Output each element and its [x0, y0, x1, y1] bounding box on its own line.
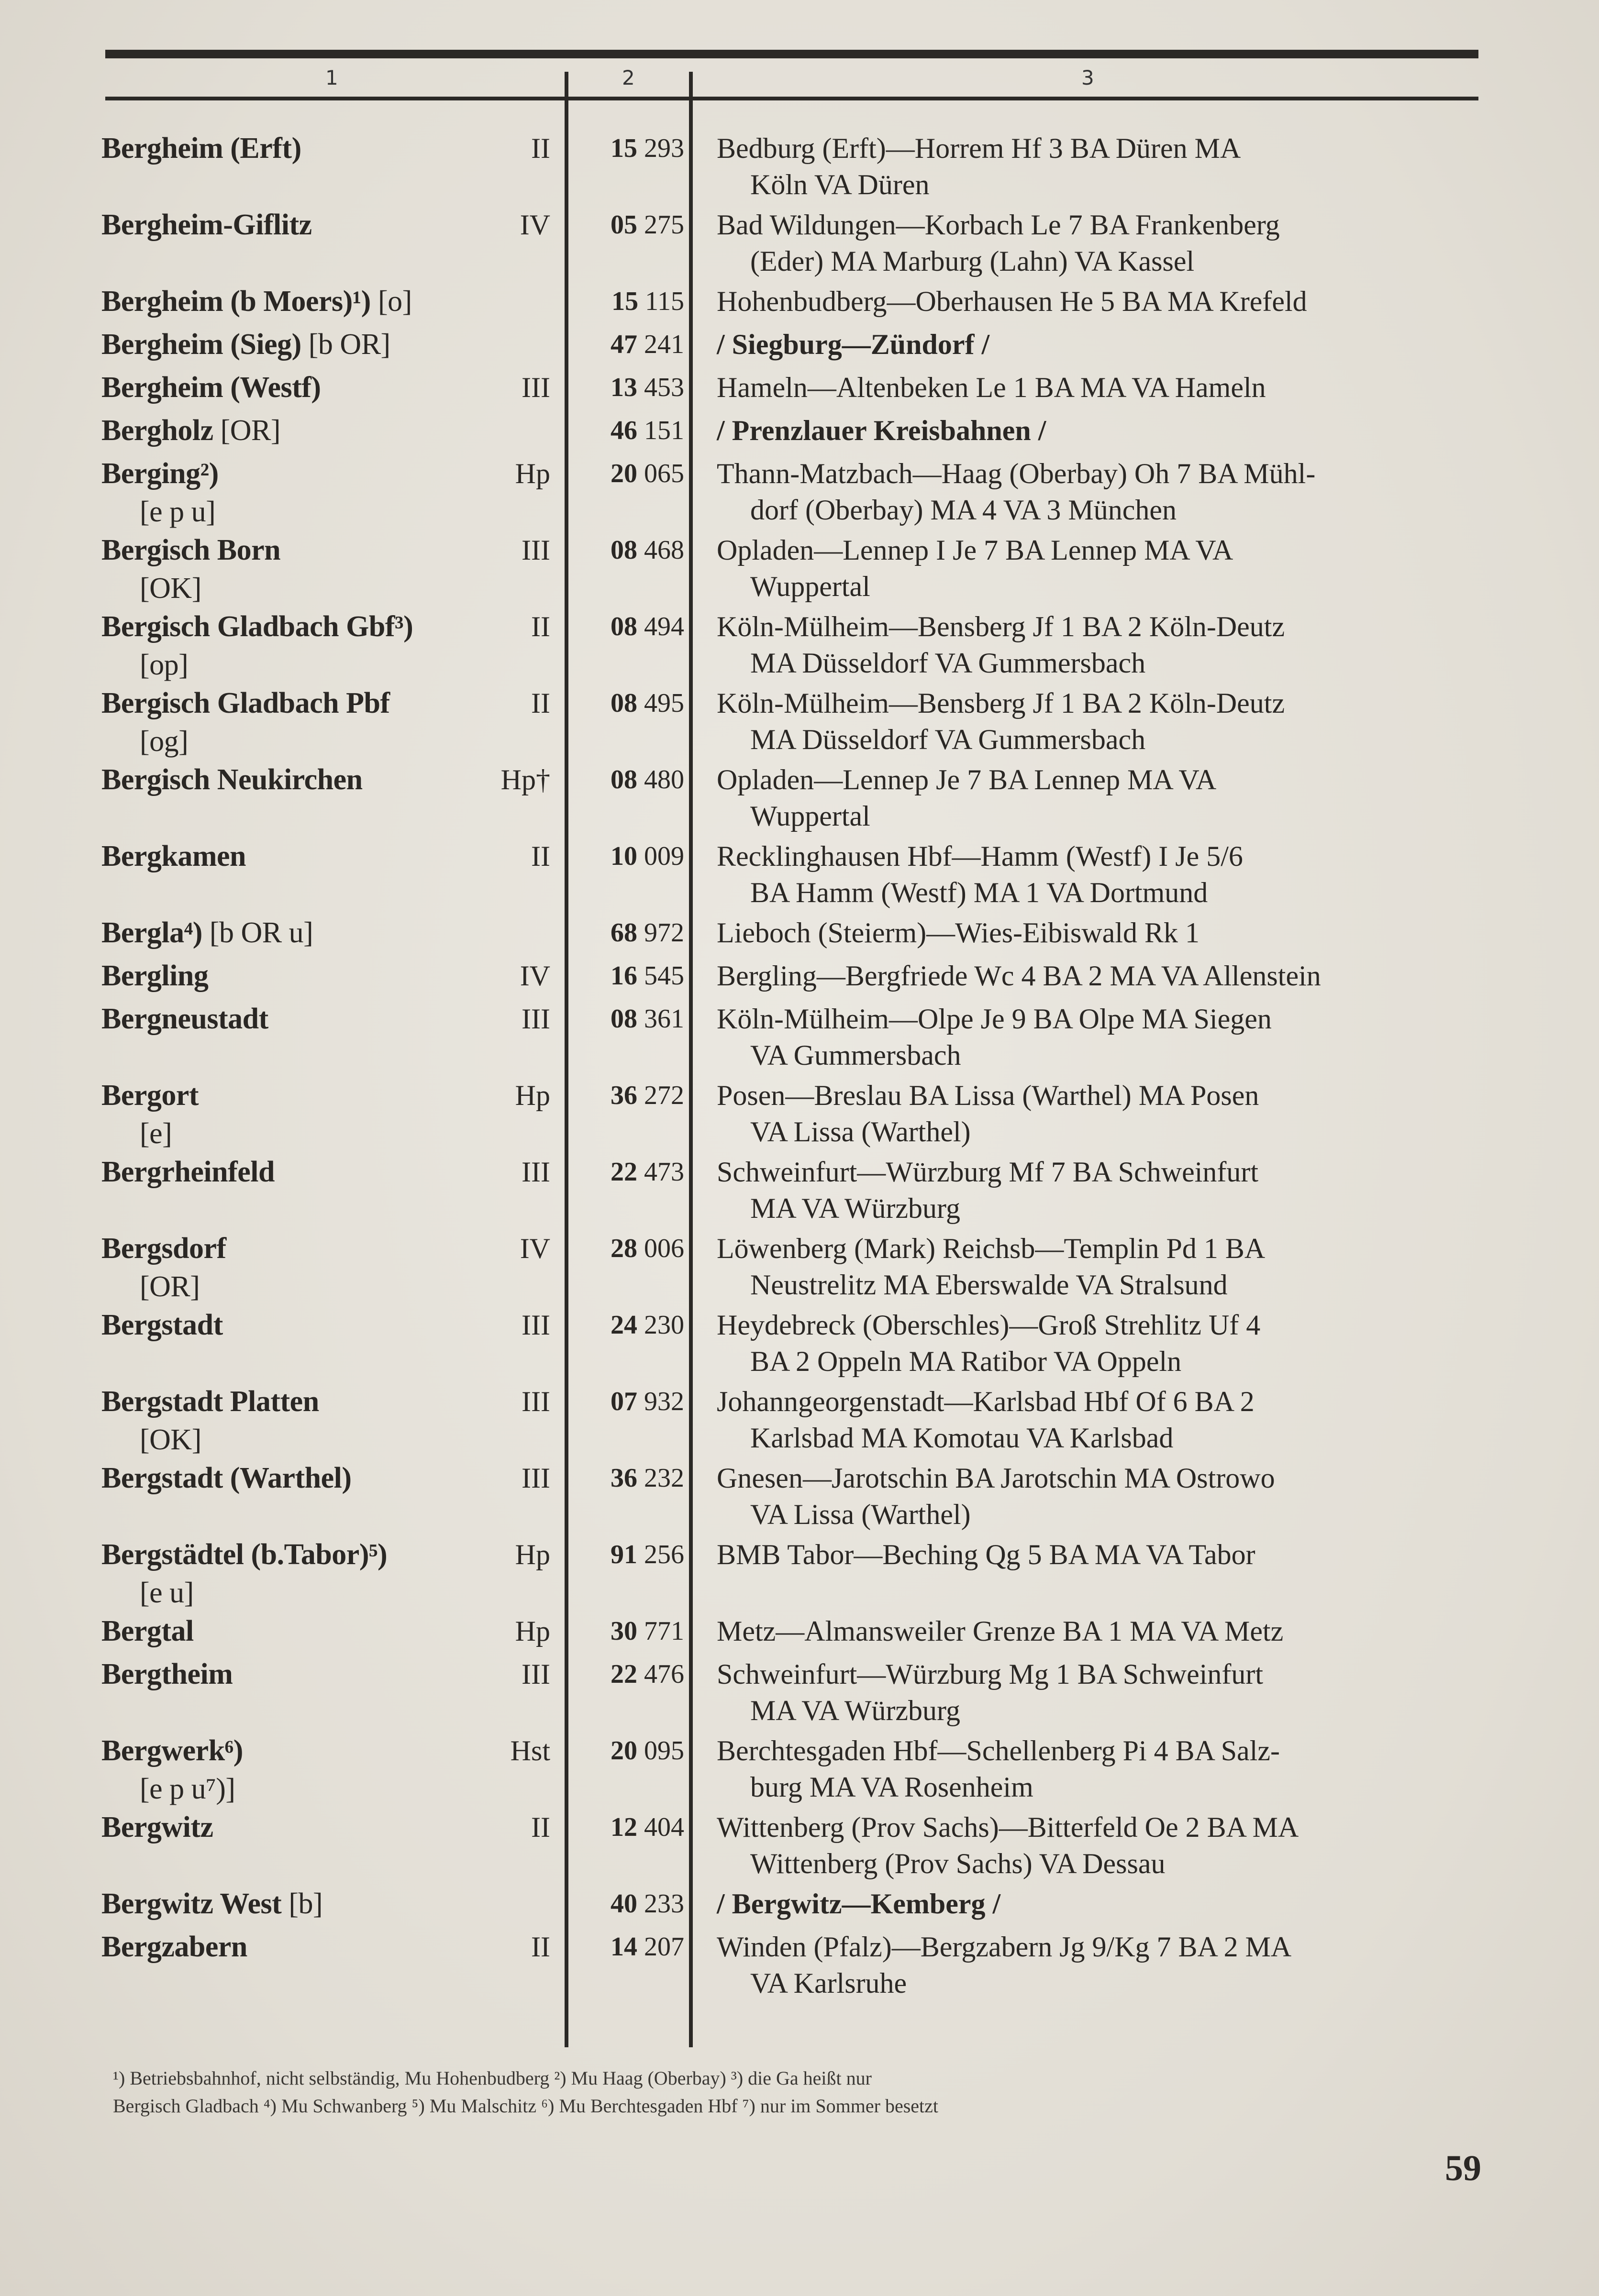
route-line-1: / Siegburg—Zündorf /	[717, 329, 990, 360]
route-description	[717, 207, 1487, 279]
station-number-prefix: 12	[611, 1812, 637, 1842]
station-number	[569, 1306, 684, 1344]
station-class: Hp	[515, 458, 550, 489]
route-line-1: Berchtesgaden Hbf—Schellenberg Pi 4 BA Salz-	[717, 1735, 1280, 1766]
route-description	[717, 369, 1487, 406]
station-number-prefix: 05	[611, 210, 637, 240]
station-number-prefix: 08	[611, 1004, 637, 1034]
station-name	[101, 1000, 484, 1038]
station-name-text: Bergwerk⁶)	[101, 1734, 243, 1767]
column-header-2: 2	[622, 66, 635, 89]
station-name	[101, 282, 484, 320]
station-class: Hp	[515, 1615, 550, 1647]
station-number-suffix: 293	[644, 133, 684, 163]
station-name-text: Bergholz	[101, 414, 213, 447]
station-number-prefix: 14	[611, 1932, 637, 1962]
column-divider-2	[689, 72, 693, 2047]
route-description	[717, 1383, 1487, 1456]
station-name	[101, 1229, 484, 1306]
station-number-suffix: 065	[644, 459, 684, 488]
station-name-text: Bergneustadt	[101, 1003, 268, 1035]
route-line-1: Heydebreck (Oberschles)—Groß Strehlitz Uf 4	[717, 1309, 1261, 1341]
route-line-2: MA VA Würzburg	[750, 1192, 960, 1224]
station-number-prefix: 40	[611, 1889, 637, 1919]
station-class: II	[531, 132, 550, 164]
page-number: 59	[1445, 2148, 1481, 2188]
route-description	[717, 838, 1487, 911]
route-description	[717, 1886, 1487, 1922]
route-line-2: (Eder) MA Marburg (Lahn) VA Kassel	[750, 245, 1195, 277]
route-line-1: Gnesen—Jarotschin BA Jarotschin MA Ostrowo	[717, 1462, 1275, 1494]
station-name	[101, 454, 484, 531]
station-name-text: Bergstädtel (b.Tabor)⁵)	[101, 1538, 388, 1571]
route-description	[717, 762, 1487, 834]
station-number-suffix: 272	[644, 1081, 684, 1110]
station-name	[101, 1153, 484, 1191]
station-class: II	[531, 687, 550, 719]
station-name	[101, 914, 484, 952]
station-code: [e u]	[140, 1577, 194, 1609]
station-number-suffix: 476	[644, 1659, 684, 1689]
station-number-prefix: 07	[611, 1387, 637, 1416]
table-top-rule	[105, 50, 1478, 58]
route-line-1: Metz—Almansweiler Grenze BA 1 MA VA Metz	[717, 1615, 1284, 1647]
station-class: II	[531, 1811, 550, 1843]
station-number	[569, 1000, 684, 1038]
station-name	[101, 411, 484, 450]
route-line-1: Bedburg (Erft)—Horrem Hf 3 BA Düren MA	[717, 132, 1241, 164]
station-number	[569, 1928, 684, 1966]
station-name-text: Bergwitz West	[101, 1888, 282, 1920]
station-number	[569, 454, 684, 493]
station-class: IV	[520, 209, 550, 241]
route-description	[717, 532, 1487, 605]
station-name	[101, 1306, 484, 1344]
station-name-text: Bergzabern	[101, 1931, 247, 1963]
route-description	[717, 1656, 1487, 1729]
station-name-text: Bergkamen	[101, 840, 246, 872]
station-code: [op]	[140, 649, 189, 681]
station-number-suffix: 006	[644, 1234, 684, 1263]
column-header-1: 1	[325, 66, 338, 89]
station-number	[569, 761, 684, 799]
route-description	[717, 1536, 1487, 1573]
station-name-text: Bergort	[101, 1079, 199, 1112]
station-code: [OK]	[140, 1424, 201, 1456]
station-name	[101, 1885, 484, 1923]
station-class: III	[522, 1462, 550, 1494]
station-class: II	[531, 840, 550, 872]
station-name-text: Bergstadt	[101, 1309, 223, 1341]
station-number	[569, 914, 684, 952]
station-number	[569, 684, 684, 722]
station-number-suffix: 771	[644, 1616, 684, 1646]
route-line-1: Köln-Mülheim—Olpe Je 9 BA Olpe MA Siegen	[717, 1003, 1272, 1035]
route-description	[717, 1809, 1487, 1882]
route-description	[717, 455, 1487, 528]
station-number-suffix: 151	[644, 416, 684, 445]
station-name-text: Bergstadt Platten	[101, 1385, 319, 1418]
route-line-1: Hameln—Altenbeken Le 1 BA MA VA Hameln	[717, 372, 1266, 403]
station-code: [OK]	[140, 572, 201, 605]
route-line-1: Hohenbudberg—Oberhausen He 5 BA MA Krefeld	[717, 286, 1307, 317]
station-number	[569, 1229, 684, 1268]
route-line-2: MA VA Würzburg	[750, 1695, 960, 1726]
route-description	[717, 130, 1487, 203]
route-line-2: BA Hamm (Westf) MA 1 VA Dortmund	[750, 877, 1208, 908]
route-line-1: Thann-Matzbach—Haag (Oberbay) Oh 7 BA Mühl-	[717, 458, 1316, 489]
station-class: III	[522, 534, 550, 566]
route-line-1: Recklinghausen Hbf—Hamm (Westf) I Je 5/6	[717, 840, 1243, 872]
station-name-text: Bergrheinfeld	[101, 1156, 275, 1188]
route-description	[717, 326, 1487, 363]
footnote-line-2: Bergisch Gladbach ⁴) Mu Schwanberg ⁵) Mu Malschitz ⁶) Mu Berchtesgaden Hbf ⁷) nur im Sommer besetzt	[113, 2095, 939, 2117]
station-number-prefix: 13	[611, 373, 637, 402]
station-number-suffix: 453	[644, 373, 684, 402]
station-number	[569, 1655, 684, 1693]
route-line-2: dorf (Oberbay) MA 4 VA 3 München	[750, 494, 1177, 526]
station-name-text: Bergsdorf	[101, 1232, 226, 1265]
route-description	[717, 1307, 1487, 1380]
station-name-text: Bergla⁴)	[101, 916, 202, 949]
station-number-prefix: 08	[611, 612, 637, 641]
route-line-2: Neustrelitz MA Eberswalde VA Stralsund	[750, 1269, 1228, 1301]
station-number-prefix: 15	[611, 287, 639, 316]
station-code: [e p u⁷)]	[140, 1773, 235, 1805]
station-number-prefix: 36	[611, 1081, 637, 1110]
station-class: III	[522, 1658, 550, 1690]
route-line-2: burg MA VA Rosenheim	[750, 1771, 1033, 1803]
station-name-text: Bergisch Gladbach Gbf³)	[101, 610, 413, 643]
route-line-1: / Prenzlauer Kreisbahnen /	[717, 415, 1046, 446]
station-number-prefix: 22	[611, 1157, 637, 1187]
station-number	[569, 1153, 684, 1191]
station-class: III	[522, 1003, 550, 1035]
station-name	[101, 368, 484, 407]
station-number-prefix: 36	[611, 1463, 637, 1493]
station-name-text: Bergisch Gladbach Pbf	[101, 687, 390, 719]
station-name	[101, 1076, 484, 1153]
route-description	[717, 1230, 1487, 1303]
station-class: Hp	[515, 1539, 550, 1570]
station-name	[101, 1655, 484, 1693]
station-number-prefix: 24	[611, 1310, 637, 1340]
route-description	[717, 915, 1487, 951]
route-line-1: Bad Wildungen—Korbach Le 7 BA Frankenberg	[717, 209, 1280, 241]
station-name-text: Bergheim (Erft)	[101, 132, 301, 165]
route-line-2: BA 2 Oppeln MA Ratibor VA Oppeln	[750, 1346, 1182, 1377]
route-line-1: Bergling—Bergfriede Wc 4 BA 2 MA VA Allenstein	[717, 960, 1321, 992]
station-number	[569, 957, 684, 995]
station-number	[569, 411, 684, 450]
station-class: III	[522, 372, 550, 403]
station-name-text: Bergheim (Westf)	[101, 371, 321, 404]
station-name-text: Bergling	[101, 960, 209, 992]
route-line-1: Wittenberg (Prov Sachs)—Bitterfeld Oe 2 BA MA	[717, 1811, 1299, 1843]
station-number	[569, 607, 684, 646]
station-number	[569, 325, 684, 364]
station-class: Hst	[510, 1735, 550, 1766]
station-number	[569, 1612, 684, 1650]
route-line-2: VA Lissa (Warthel)	[750, 1116, 971, 1148]
footnotes	[113, 2064, 1491, 2120]
station-class: III	[522, 1156, 550, 1188]
route-description	[717, 958, 1487, 994]
station-name	[101, 531, 484, 607]
station-number-prefix: 08	[611, 765, 637, 795]
route-line-1: / Bergwitz—Kemberg /	[717, 1888, 1001, 1920]
station-number-prefix: 47	[611, 330, 637, 359]
route-line-1: Löwenberg (Mark) Reichsb—Templin Pd 1 BA	[717, 1233, 1266, 1264]
column-divider-1	[565, 72, 568, 2047]
station-name	[101, 684, 484, 761]
station-number-suffix: 480	[644, 765, 684, 795]
route-line-1: Köln-Mülheim—Bensberg Jf 1 BA 2 Köln-Deutz	[717, 687, 1285, 719]
station-number-prefix: 15	[611, 133, 637, 163]
route-line-2: MA Düsseldorf VA Gummersbach	[750, 724, 1146, 755]
route-line-1: Köln-Mülheim—Bensberg Jf 1 BA 2 Köln-Deutz	[717, 611, 1285, 642]
route-line-1: BMB Tabor—Beching Qg 5 BA MA VA Tabor	[717, 1539, 1255, 1570]
station-name-text: Bergstadt (Warthel)	[101, 1462, 352, 1494]
route-line-1: Lieboch (Steierm)—Wies-Eibiswald Rk 1	[717, 917, 1200, 949]
station-name	[101, 837, 484, 875]
station-number-suffix: 972	[644, 918, 684, 948]
route-description	[717, 1733, 1487, 1805]
station-name-text: Bergheim (b Moers)¹)	[101, 285, 371, 318]
station-number-suffix: 115	[645, 287, 684, 316]
route-description	[717, 1929, 1487, 2001]
route-description	[717, 1001, 1487, 1073]
station-number-suffix: 275	[644, 210, 684, 240]
station-code: [og]	[140, 725, 189, 758]
station-number	[569, 1885, 684, 1923]
station-number	[569, 1382, 684, 1421]
station-class: II	[531, 611, 550, 642]
station-number-suffix: 473	[644, 1157, 684, 1187]
station-note: [b OR u]	[209, 916, 313, 949]
station-number	[569, 282, 684, 320]
station-number-prefix: 08	[611, 535, 637, 565]
station-number	[569, 1076, 684, 1115]
route-line-1: Winden (Pfalz)—Bergzabern Jg 9/Kg 7 BA 2 MA	[717, 1931, 1292, 1963]
station-name-text: Bergisch Neukirchen	[101, 763, 363, 796]
station-number-suffix: 207	[644, 1932, 684, 1962]
station-number-prefix: 28	[611, 1234, 637, 1263]
route-line-2: Köln VA Düren	[750, 169, 930, 200]
station-number-suffix: 495	[644, 688, 684, 718]
station-number-suffix: 232	[644, 1463, 684, 1493]
route-line-1: Opladen—Lennep Je 7 BA Lennep MA VA	[717, 764, 1217, 795]
station-number-suffix: 932	[644, 1387, 684, 1416]
station-number-prefix: 20	[611, 1736, 637, 1766]
station-name	[101, 761, 484, 799]
route-line-2: VA Lissa (Warthel)	[750, 1499, 971, 1530]
station-number	[569, 531, 684, 569]
station-name	[101, 325, 484, 364]
station-note: [OR]	[220, 414, 281, 447]
route-description	[717, 1460, 1487, 1533]
route-line-1: Schweinfurt—Würzburg Mg 1 BA Schweinfurt	[717, 1658, 1264, 1690]
station-number	[569, 129, 684, 167]
station-name-text: Bergwitz	[101, 1811, 213, 1843]
station-number	[569, 368, 684, 407]
station-number	[569, 206, 684, 244]
station-number-suffix: 009	[644, 841, 684, 871]
station-name	[101, 1382, 484, 1459]
station-name	[101, 1808, 484, 1846]
station-code: [e p u]	[140, 496, 216, 528]
station-class: Hp	[515, 1080, 550, 1111]
station-number-suffix: 404	[644, 1812, 684, 1842]
route-description	[717, 608, 1487, 681]
station-number-suffix: 494	[644, 612, 684, 641]
station-number-prefix: 22	[611, 1659, 637, 1689]
station-name	[101, 1928, 484, 1966]
route-line-2: VA Karlsruhe	[750, 1967, 907, 1999]
station-name	[101, 1535, 484, 1612]
station-class: Hp†	[500, 764, 550, 795]
route-line-1: Schweinfurt—Würzburg Mf 7 BA Schweinfurt	[717, 1156, 1259, 1188]
station-class: II	[531, 1931, 550, 1963]
station-note: [o]	[378, 285, 412, 318]
route-line-1: Opladen—Lennep I Je 7 BA Lennep MA VA	[717, 534, 1233, 566]
station-name	[101, 1732, 484, 1808]
station-number-prefix: 20	[611, 459, 637, 488]
station-number-suffix: 545	[644, 961, 684, 991]
station-class: IV	[520, 960, 550, 992]
station-number-prefix: 08	[611, 688, 637, 718]
route-line-2: Wuppertal	[750, 571, 870, 602]
station-number	[569, 837, 684, 875]
station-name	[101, 957, 484, 995]
route-description	[717, 1613, 1487, 1649]
footnote-line-1: ¹) Betriebsbahnhof, nicht selbständig, Mu Hohenbudberg ²) Mu Haag (Oberbay) ³) die Ga heißt nur	[113, 2067, 872, 2089]
station-number-prefix: 30	[611, 1616, 637, 1646]
station-name	[101, 129, 484, 167]
route-line-2: VA Gummersbach	[750, 1039, 961, 1071]
station-number	[569, 1459, 684, 1497]
station-number-prefix: 10	[611, 841, 637, 871]
station-name-text: Bergtheim	[101, 1658, 233, 1690]
station-number-prefix: 91	[611, 1540, 637, 1569]
route-description	[717, 685, 1487, 758]
route-line-1: Posen—Breslau BA Lissa (Warthel) MA Posen	[717, 1080, 1259, 1111]
station-number-prefix: 68	[611, 918, 637, 948]
station-name	[101, 206, 484, 244]
route-line-2: MA Düsseldorf VA Gummersbach	[750, 647, 1146, 679]
station-name-text: Bergisch Born	[101, 534, 281, 566]
station-class: III	[522, 1386, 550, 1417]
station-number-suffix: 256	[644, 1540, 684, 1569]
column-header-3: 3	[1081, 66, 1094, 89]
route-line-2: Karlsbad MA Komotau VA Karlsbad	[750, 1422, 1174, 1454]
station-number-suffix: 095	[644, 1736, 684, 1766]
station-number-suffix: 230	[644, 1310, 684, 1340]
station-number-prefix: 16	[611, 961, 637, 991]
table-header-rule	[105, 97, 1478, 100]
station-name-text: Bergheim (Sieg)	[101, 328, 301, 361]
station-note: [b OR]	[308, 328, 390, 361]
station-name-text: Berging²)	[101, 457, 219, 490]
station-number	[569, 1535, 684, 1574]
route-description	[717, 1154, 1487, 1226]
station-code: [OR]	[140, 1270, 200, 1303]
station-code: [e]	[140, 1117, 172, 1150]
station-number-suffix: 361	[644, 1004, 684, 1034]
station-name	[101, 1459, 484, 1497]
station-number	[569, 1808, 684, 1846]
route-description	[717, 1077, 1487, 1150]
route-description	[717, 412, 1487, 449]
station-name	[101, 1612, 484, 1650]
route-line-2: Wittenberg (Prov Sachs) VA Dessau	[750, 1848, 1166, 1879]
station-number-suffix: 233	[644, 1889, 684, 1919]
station-class: IV	[520, 1233, 550, 1264]
route-line-2: Wuppertal	[750, 800, 870, 832]
station-name	[101, 607, 484, 684]
station-number-prefix: 46	[611, 416, 637, 445]
station-note: [b]	[289, 1888, 323, 1920]
station-number-suffix: 241	[644, 330, 684, 359]
station-number-suffix: 468	[644, 535, 684, 565]
route-description	[717, 283, 1487, 320]
station-number	[569, 1732, 684, 1770]
station-name-text: Bergheim-Giflitz	[101, 209, 312, 241]
station-name-text: Bergtal	[101, 1615, 194, 1647]
route-line-1: Johanngeorgenstadt—Karlsbad Hbf Of 6 BA 2	[717, 1386, 1255, 1417]
station-class: III	[522, 1309, 550, 1341]
